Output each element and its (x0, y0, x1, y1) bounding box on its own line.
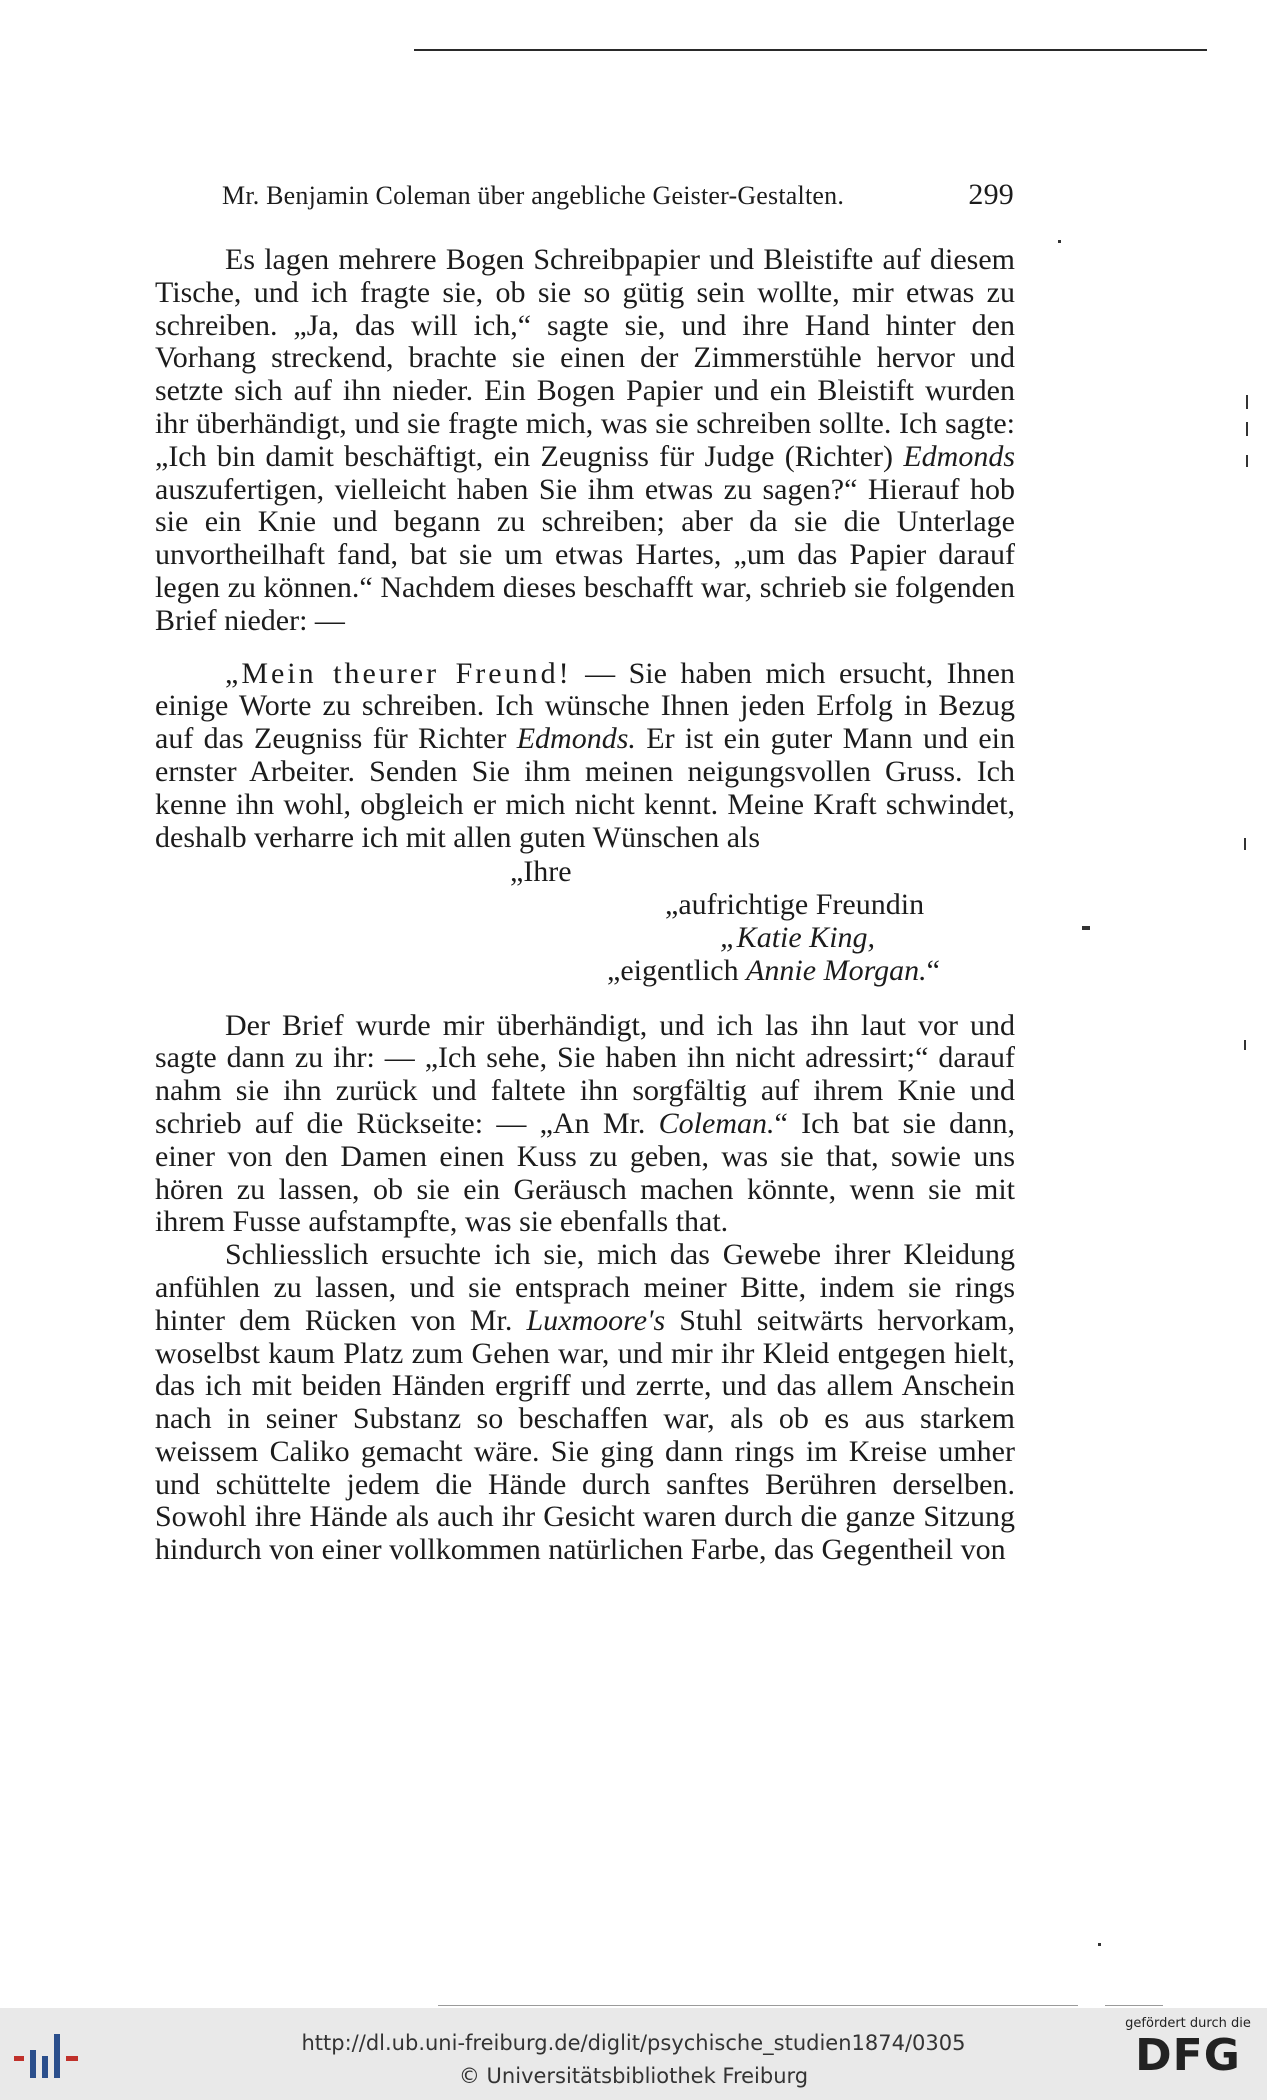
letter-text-b: — Sie haben mich ersucht, Ihnen einige Worte zu schreiben. Ich wünsche Ihnen jeden Erfolg in Bezug auf das Zeugniss für Richter (155, 656, 1015, 756)
paragraph-1 (155, 244, 1015, 638)
scan-speck (1098, 1943, 1101, 1946)
footer-rule (438, 2005, 1078, 2006)
signature-line-3 (155, 955, 1015, 988)
paragraph-3 (155, 1010, 1015, 1240)
scan-speck (1246, 455, 1248, 467)
paragraph-1-text-c: auszufertigen, vielleicht haben Sie ihm etwas zu sagen?“ Hierauf hob sie ein Knie und begann zu schreiben; aber da sie die Unterlage unvortheilhaft fand, bat sie um etwas Hartes, „um das Papier darauf legen zu können.“ Nachdem dieses beschafft war, schrieb sie folgenden Brief nieder: — (155, 472, 1015, 637)
scan-speck (1244, 838, 1246, 850)
paragraph-4-text-c: Stuhl seitwärts hervorkam, woselbst kaum Platz zum Gehen war, und mir ihr Kleid entgegen hielt, das ich mit beiden Händen ergriff und zerrte, und das allem Anschein nach in seiner Substanz so beschaffen war, als ob es aus starkem weissem Caliko gemacht wäre. Sie ging dann rings im Kreise umher und schüttelte jedem die Hände durch sanftes Berühren derselben. Sowohl ihre Hände als auch ihr Gesicht waren durch die ganze Sitzung hindurch von einer vollkommen natürlichen Farbe, das Gegentheil von (155, 1303, 1015, 1567)
body-text (155, 244, 1015, 1567)
paragraph-4-name-luxmoore: Luxmoore's (526, 1303, 666, 1337)
letter-paragraph (155, 658, 1015, 855)
signature-eigentlich: „eigentlich (607, 953, 747, 987)
dfg-logo (1118, 2016, 1258, 2092)
footer-rule-short (1105, 2005, 1163, 2006)
running-head (222, 178, 1014, 212)
scan-speck (1244, 1040, 1246, 1050)
dfg-caption: gefördert durch die (1125, 2016, 1251, 2031)
paragraph-4 (155, 1239, 1015, 1567)
footer-url[interactable]: http://dl.ub.uni-freiburg.de/diglit/psychische_studien1874/0305 (301, 2031, 966, 2055)
top-rule (414, 49, 1207, 51)
signature-line-2 (155, 922, 1015, 955)
scan-speck (1082, 926, 1090, 930)
paragraph-1-name-edmonds: Edmonds (903, 439, 1015, 473)
paragraph-3-text-c: “ Ich bat sie dann, einer von den Damen einen Kuss zu geben, was sie that, sowie uns hören zu lassen, ob sie ein Geräusch machen könnte, wenn sie mit ihrem Fusse aufstampfte, was sie ebenfalls that. (155, 1106, 1015, 1239)
paragraph-3-text-a: Der Brief wurde mir überhändigt, und ich las ihn laut vor und sagte dann zu ihr: — „Ich sehe, Sie haben ihn nicht adressirt;“ darauf nahm sie ihn zurück und faltete ihn sorgfältig auf ihrem Knie und schrieb auf die Rückseite: — „An Mr. (155, 1008, 1015, 1140)
scan-speck (1246, 422, 1248, 436)
signature-annie-morgan: Annie Morgan. (746, 953, 927, 987)
signature-ihre: „Ihre (510, 855, 572, 889)
letter-name-edmonds: Edmonds. (516, 722, 636, 756)
running-head-title: Mr. Benjamin Coleman über angebliche Geister-Gestalten. (222, 181, 845, 210)
scan-speck (1246, 395, 1248, 409)
scan-speck (1058, 240, 1061, 243)
signature-katie-king: „Katie King, (720, 920, 876, 954)
signature-close-quote: “ (926, 953, 940, 987)
signature-line-1: „aufrichtige Freundin (665, 888, 925, 922)
footer-copyright: © Universitätsbibliothek Freiburg (458, 2064, 809, 2088)
letter-text-d: Er ist ein guter Mann und ein ernster Arbeiter. Senden Sie ihm meinen neigungsvollen Gruss. Ich kenne ihn wohl, obgleich er mich nicht kennt. Meine Kraft schwindet, deshalb verharre ich mit allen guten Wünschen als (155, 722, 1016, 854)
paragraph-1-text-a: Es lagen mehrere Bogen Schreibpapier und Bleistifte auf diesem Tische, und ich fragte sie, ob sie so gütig sein wollte, mir etwas zu schreiben. „Ja, das will ich,“ sagte sie, und ihre Hand hinter den Vorhang streckend, brachte sie einen der Zimmerstühle hervor und setzte sich auf ihn nieder. Ein Bogen Papier und ein Bleistift wurden ihr überhändigt, und sie fragte mich, was sie schreiben sollte. Ich sagte: „Ich bin damit beschäftigt, ein Zeugniss für Judge (Richter) (155, 243, 1015, 473)
letter-salutation: „Mein theurer Freund! (225, 656, 572, 690)
dfg-wordmark: DFG (1135, 2030, 1241, 2081)
paragraph-3-name-coleman: Coleman. (658, 1106, 775, 1140)
paragraph-4-text-a: Schliesslich ersuchte ich sie, mich das Gewebe ihrer Kleidung anfühlen zu lassen, und sie entsprach meiner Bitte, indem sie rings hinter dem Rücken von Mr. (155, 1238, 1015, 1337)
page-number: 299 (968, 178, 1014, 211)
